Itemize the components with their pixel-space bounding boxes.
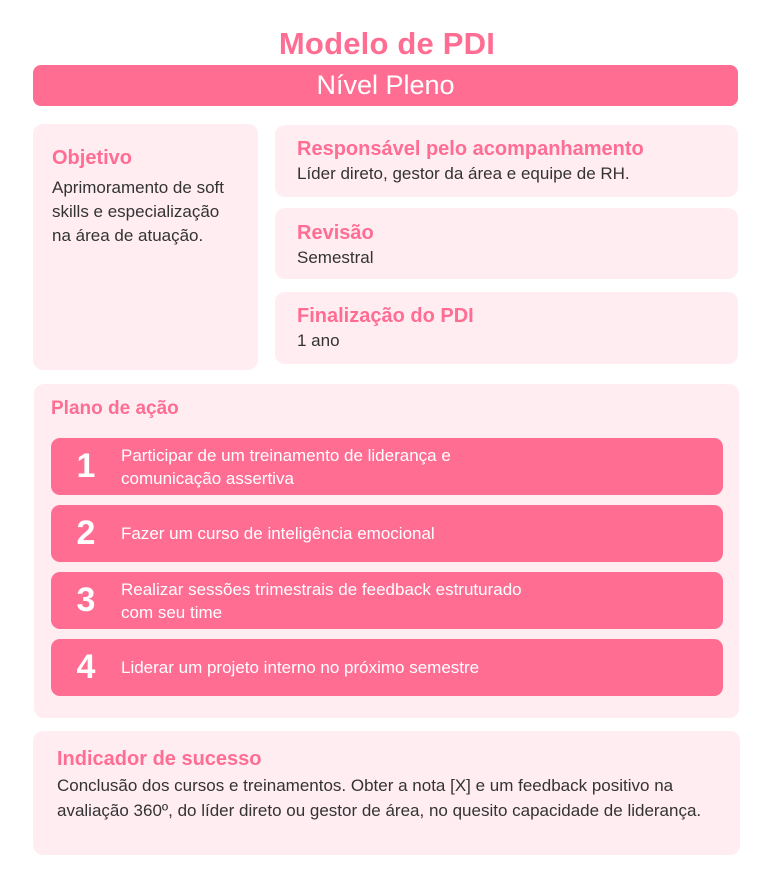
review-card (275, 208, 738, 279)
action-number: 1 (76, 447, 96, 485)
action-text: Fazer um curso de inteligência emocional (121, 524, 435, 543)
success-indicator-card (33, 731, 740, 855)
page-title: Modelo de PDI (278, 26, 496, 61)
action-text: Participar de um treinamento de liderança e comunicação assertiva (121, 445, 451, 488)
action-number: 3 (76, 581, 96, 619)
completion-title: Finalização do PDI (297, 305, 474, 327)
success-indicator-text: Conclusão dos cursos e treinamentos. Obter a nota [X] e um feedback positivo na avaliação 360º, do líder direto ou gestor de área, no quesito capacidade de liderança. (57, 776, 702, 820)
action-item (51, 572, 723, 629)
action-text: Realizar sessões trimestrais de feedback estruturado com seu time (121, 579, 522, 622)
responsible-card (275, 125, 738, 197)
responsible-text: Líder direto, gestor da área e equipe de RH. (297, 164, 630, 183)
review-text: Semestral (297, 248, 374, 267)
action-text: Liderar um projeto interno no próximo semestre (121, 658, 480, 677)
action-item (51, 639, 723, 696)
level-banner (33, 65, 738, 106)
action-item (51, 438, 723, 495)
action-plan-card (34, 384, 739, 718)
completion-text: 1 ano (297, 331, 340, 350)
action-number: 2 (76, 514, 96, 552)
action-number: 4 (76, 648, 96, 686)
success-indicator-title: Indicador de sucesso (57, 748, 262, 770)
responsible-title: Responsável pelo acompanhamento (297, 138, 644, 160)
review-title: Revisão (297, 222, 374, 244)
completion-card (275, 292, 738, 364)
action-item (51, 505, 723, 562)
objective-title: Objetivo (52, 147, 133, 169)
objective-text: Aprimoramento de soft skills e especialização na área de atuação. (52, 178, 224, 245)
objective-card (33, 124, 258, 370)
level-label: Nível Pleno (316, 70, 455, 100)
action-plan-title: Plano de ação (51, 398, 179, 419)
